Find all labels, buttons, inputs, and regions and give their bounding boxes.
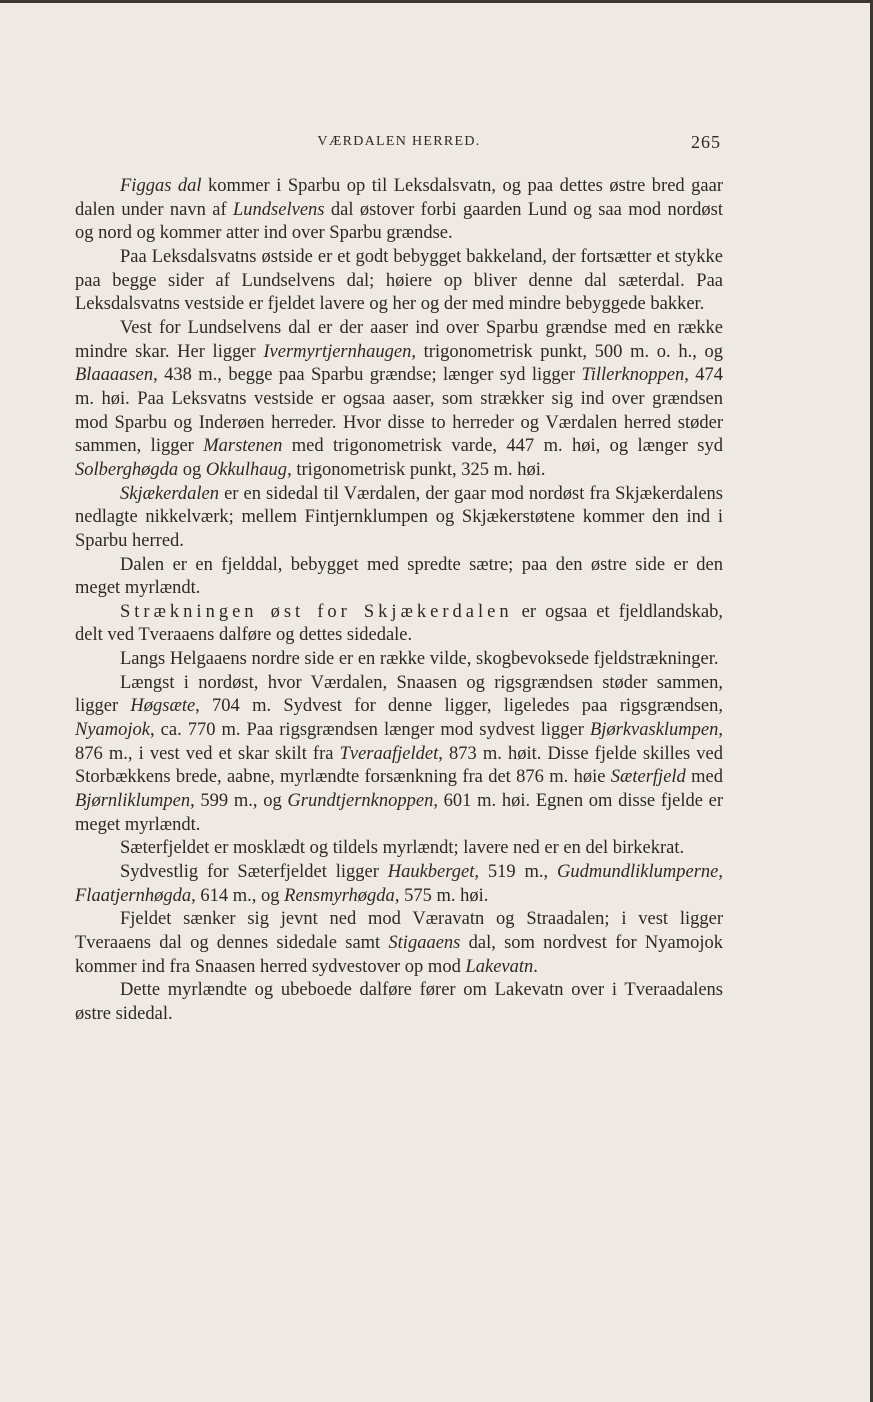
place-name: Flaatjernhøgda <box>75 885 192 906</box>
place-name: Tillerknoppen <box>581 365 685 386</box>
text-run: , 873 m. høit. Disse fjelde skilles ved Storbækkens brede, aabne, myrlændte forsænkning fra det 876 m. høie <box>75 743 723 788</box>
text-run: , 575 m. høi. <box>394 885 489 906</box>
paragraph <box>75 483 723 554</box>
text-run: Langs Helgaaens nordre side er en række vilde, skogbevoksede fjeldstrækninger. <box>120 649 719 670</box>
text-run: , 614 m., og <box>191 885 285 906</box>
place-name: Gudmundliklumperne <box>557 862 719 883</box>
place-name: Grundtjernknoppen <box>287 791 434 812</box>
paragraph <box>75 861 723 908</box>
place-name: Høgsæte <box>130 696 196 717</box>
text-run: , 704 m. Sydvest for denne ligger, ligeledes paa rigsgrændsen, <box>195 696 723 717</box>
spaced-text: Strækningen øst for Skjækerdalen <box>120 601 513 622</box>
running-head-title: VÆRDALEN HERRED. <box>317 134 481 149</box>
place-name: Marstenen <box>203 436 283 457</box>
text-run: er ogsaa et fjeldlandskab, delt ved Tveraaens dalføre og dettes sidedale. <box>75 601 723 646</box>
text-run: . <box>533 956 538 977</box>
text-run: Sæterfjeldet er mosklædt og tildels myrlændt; lavere ned er en del birkekrat. <box>120 838 685 859</box>
page-top-edge <box>0 0 873 3</box>
place-name: Lakevatn <box>465 956 534 977</box>
paragraph <box>75 837 723 861</box>
place-name: Solberghøgda <box>75 459 179 480</box>
paragraph <box>75 175 723 246</box>
text-run: Vest for Lundselvens dal er der aaser ind over Sparbu grændse med en række mindre skar. Her ligger <box>75 317 723 362</box>
text-run: , 601 m. høi. Egnen om disse fjelde er meget myrlændt. <box>75 791 724 835</box>
text-run: dal østover forbi gaarden Lund og saa mod nordøst og nord og kommer atter ind over Sparbu grændse. <box>75 199 723 244</box>
place-name: Figgas dal <box>120 176 202 196</box>
text-run: , trigonometrisk punkt, 500 m. o. h., og <box>411 341 723 362</box>
text-run: , 474 m. høi. Paa Leksvatns vestside er ogsaa aaser, som strækker sig ind over grændsen mod Sparbu og Inderøen herreder. Hvor disse to herreder og Værdalen herred støder sammen, ligger <box>75 365 723 457</box>
text-run: Fjeldet sænker sig jevnt ned mod Væravatn og Straadalen; i vest ligger Tveraaens dal og dennes sidedale samt <box>75 909 723 953</box>
text-run: med trigonometrisk varde, 447 m. høi, og længer syd <box>282 436 723 457</box>
place-name: Tveraafjeldet <box>339 743 439 764</box>
paragraph <box>75 317 723 483</box>
text-run: kommer i Sparbu op til Leksdalsvatn, og paa dettes østre bred gaar dalen under navn af <box>75 176 723 220</box>
place-name: Blaaaasen <box>75 365 154 386</box>
paragraph <box>75 648 723 672</box>
text-run: er en sidedal til Værdalen, der gaar mod nordøst fra Skjækerdalens nedlagte nikkelværk; mellem Fintjernklumpen og Skjækerstøtene kommer den ind i Sparbu herred. <box>75 483 723 551</box>
body-text <box>75 175 723 1027</box>
place-name: Lundselvens <box>233 199 325 220</box>
paragraph <box>75 246 723 317</box>
text-run: Dalen er en fjelddal, bebygget med spredte sætre; paa den østre side er den meget myrlændt. <box>75 554 723 599</box>
place-name: Stigaaens <box>388 933 461 953</box>
text-run: Paa Leksdalsvatns østside er et godt bebygget bakkeland, der fortsætter et stykke paa begge sider af Lundselvens dal; høiere op bliver denne dal sæterdal. Paa Leksdalsvatns vestside er fjeldet lavere og her og der med mindre bebyggede bakker. <box>75 246 723 315</box>
place-name: Okkulhaug <box>205 459 288 480</box>
text-run: Længst i nordøst, hvor Værdalen, Snaasen og rigsgrændsen støder sammen, ligger <box>75 672 723 717</box>
page-number: 265 <box>691 132 721 152</box>
place-name: Bjørkvasklumpen <box>589 720 719 741</box>
text-run: , 519 m., <box>474 862 558 883</box>
paragraph <box>75 554 723 601</box>
text-run: , trigonometrisk punkt, 325 m. høi. <box>287 459 546 480</box>
text-run: og <box>178 459 206 480</box>
paragraph <box>75 908 723 979</box>
paragraph <box>75 979 723 1026</box>
text-run: med <box>685 767 723 788</box>
text-run: , <box>718 862 723 883</box>
place-name: Nyamojok <box>75 720 151 741</box>
text-run: Sydvestlig for Sæterfjeldet ligger <box>120 862 388 883</box>
paragraph <box>75 672 723 838</box>
place-name: Bjørnliklumpen <box>75 791 191 812</box>
text-run: , 876 m., i vest ved et skar skilt fra <box>75 720 723 764</box>
text-run: , ca. 770 m. Paa rigsgrændsen længer mod sydvest ligger <box>150 720 590 741</box>
running-head <box>75 134 723 156</box>
text-run: , 438 m., begge paa Sparbu grændse; længer syd ligger <box>153 365 582 386</box>
place-name: Rensmyrhøgda <box>284 885 395 906</box>
text-run: Dette myrlændte og ubeboede dalføre fører om Lakevatn over i Tveraadalens østre sidedal. <box>75 980 723 1024</box>
paragraph <box>75 601 723 648</box>
text-run: , 599 m., og <box>190 791 288 812</box>
place-name: Sæterfjeld <box>610 767 686 788</box>
place-name: Haukberget <box>387 862 475 883</box>
text-run: dal, som nordvest for Nyamojok kommer ind fra Snaasen herred sydvestover op mod <box>75 933 723 977</box>
place-name: Skjækerdalen <box>120 483 219 504</box>
place-name: Ivermyrtjernhaugen <box>263 341 412 362</box>
